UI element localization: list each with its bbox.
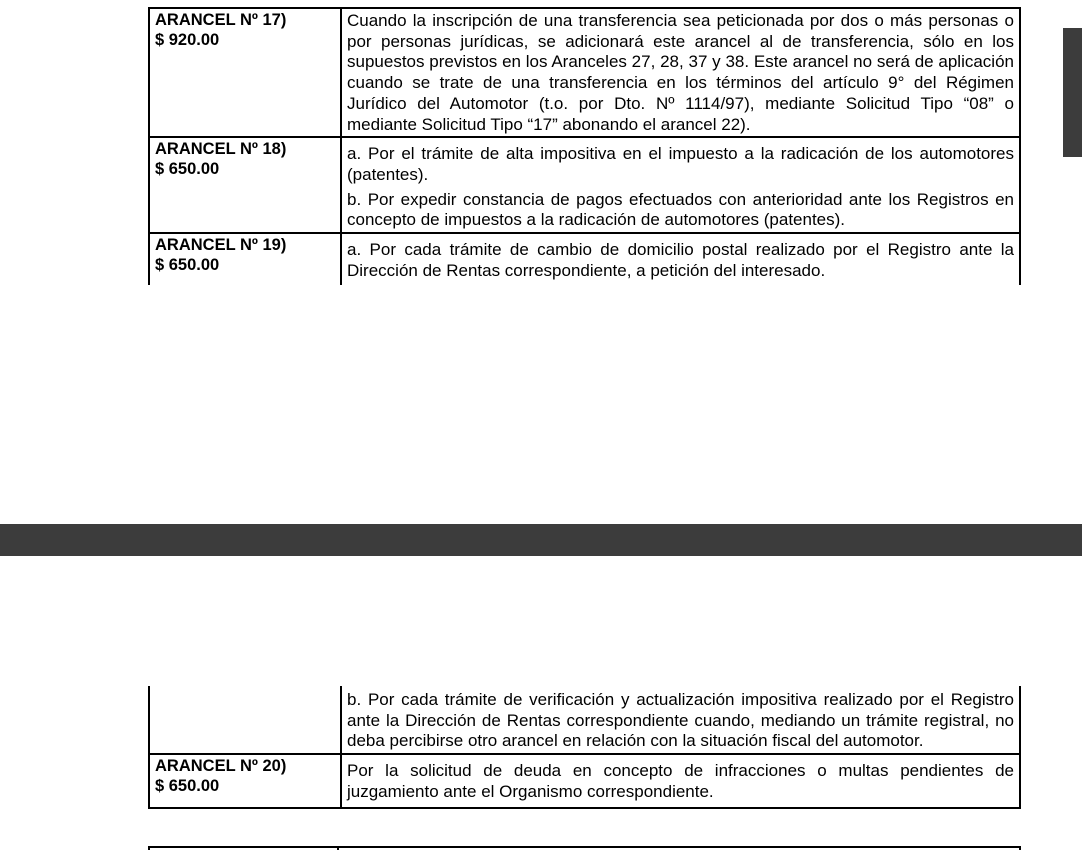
tariff-paragraph: a. Por el trámite de alta impositiva en el impuesto a la radicación de los automotores (patentes).: [347, 144, 1014, 184]
tariff-code: ARANCEL Nº 19): [155, 236, 287, 255]
page-edge-tab: [1063, 28, 1082, 157]
tariff-paragraph: b. Por expedir constancia de pagos efectuados con anterioridad ante los Registros en concepto de impuestos a la radicación de automotores (patentes).: [347, 189, 1014, 230]
tariff-code-cell: [149, 8, 341, 137]
tariff-paragraph: b. Por cada trámite de verificación y actualización impositiva realizado por el Registro ante la Dirección de Rentas correspondiente cuando, mediando un trámite registral, no deba percibirse otro arancel en relación con la situación fiscal del automotor.: [347, 690, 1014, 751]
tariff-description-cell: [341, 8, 1020, 137]
tariff-code-cell: [149, 754, 341, 807]
table-row: [149, 233, 1020, 285]
tariff-paragraph: Cuando la inscripción de una transferencia sea peticionada por dos o más personas o por personas jurídicas, se adicionará este arancel al de transferencia, sólo en los supuestos previstos en los Aranceles 27, 28, 37 y 38. Este arancel no será de aplicación cuando se trate de una transferencia en los términos del artículo 9° del Régimen Jurídico del Automotor (t.o. por Dto. Nº 1114/97), mediante Solicitud Tipo “08” o mediante Solicitud Tipo “17” abonando el arancel 22).: [347, 11, 1014, 134]
tariff-amount: $ 650.00: [155, 777, 220, 796]
tariff-amount: $ 920.00: [155, 31, 220, 49]
page-separator-band: [0, 524, 1082, 556]
tariff-code: ARANCEL Nº 20): [155, 757, 287, 776]
next-row-stub-right: [1019, 846, 1021, 850]
tariff-amount: $ 650.00: [155, 160, 220, 179]
table-row: [149, 8, 1020, 137]
tariff-code: ARANCEL Nº 17): [155, 11, 287, 29]
table-row: [149, 686, 1020, 754]
tariff-code-cell: [149, 137, 341, 233]
tariff-description-cell: [341, 686, 1020, 754]
tariff-description-cell: [341, 754, 1020, 807]
table-row: [149, 137, 1020, 233]
tariff-description-cell: [341, 137, 1020, 233]
next-row-stub-left: [148, 846, 150, 850]
table-row: [149, 754, 1020, 807]
next-row-border: [148, 846, 1021, 848]
next-row-stub-mid: [337, 846, 339, 850]
tariff-amount: $ 650.00: [155, 256, 220, 275]
tariff-description-cell: [341, 233, 1020, 285]
tariff-paragraph: a. Por cada trámite de cambio de domicilio postal realizado por el Registro ante la Dirección de Rentas correspondiente, a petición del interesado.: [347, 240, 1014, 280]
tariff-code: ARANCEL Nº 18): [155, 140, 287, 159]
tariff-paragraph: Por la solicitud de deuda en concepto de infracciones o multas pendientes de juzgamiento ante el Organismo correspondiente.: [347, 761, 1014, 801]
tariff-table-bottom: [148, 686, 1021, 809]
tariff-code-cell: [149, 233, 341, 285]
tariff-code-cell: [149, 686, 341, 754]
tariff-table-top: [148, 7, 1021, 285]
